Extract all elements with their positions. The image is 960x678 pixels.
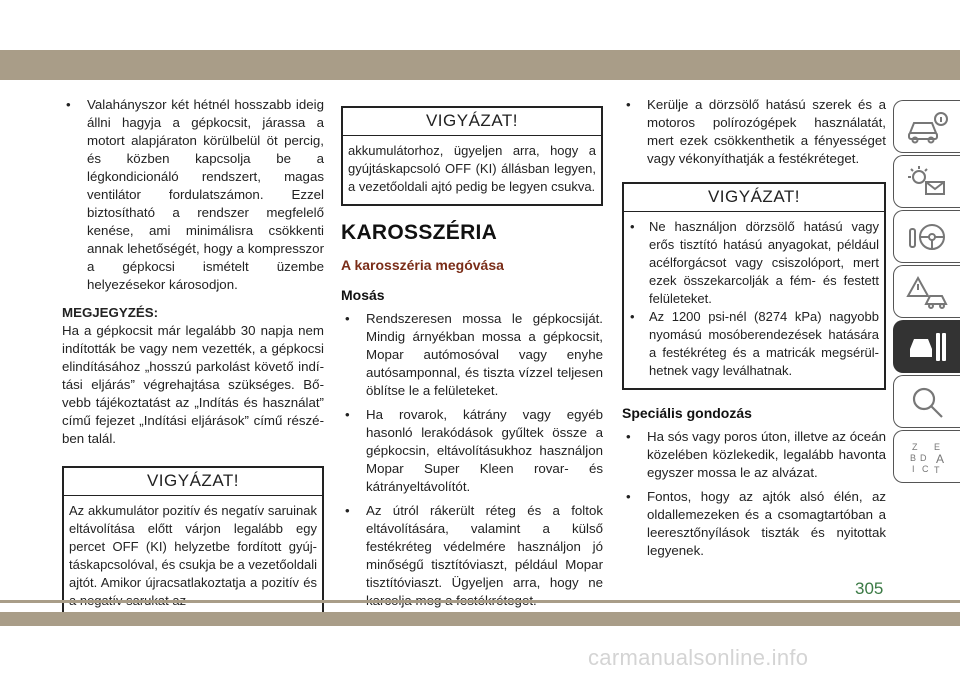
watermark: carmanualsonline.info — [588, 645, 809, 670]
list-item: • Kerülje a dörzsölő hatású szerek és a motoros polírozógépek használatát, mert ezek csökkenthetik a fényességet vagy vékonyíthatják a festékréteget. — [622, 96, 886, 168]
warning-body — [624, 212, 884, 388]
svg-text:T: T — [934, 464, 940, 475]
chapter-tabs — [893, 100, 960, 485]
svg-text:C: C — [922, 463, 929, 474]
warning-car-icon — [906, 274, 948, 310]
list-item: • Az útról rákerült réteg és a foltok eltávolítására, valamint a külső festékréteg védelmére használjon jó minőségű tisztítóviaszt, például Mopar tisztítóviaszt. Ügyeljen arra, hogy ne — [341, 502, 603, 610]
warning-title: VIGYÁZAT! — [64, 468, 322, 496]
column-2 — [341, 96, 603, 616]
footer-bar — [0, 612, 960, 626]
header-bar — [0, 50, 960, 80]
warning-text: akkumulátorhoz, ügyeljen arra, hogy a gyújtáskapcsoló OFF (KI) állásban legyen, a vezetőoldali ajtó pedig be legyen csukva. — [348, 143, 596, 194]
svg-text:D: D — [920, 452, 927, 463]
tab-search[interactable] — [893, 375, 960, 428]
list-item: • Rendszeresen mossa le gépkocsiját. Mindig árnyékban mossa a gépkocsit, Mopar autómosóval vagy enyhe autósamponnal, és tiszta vízzel teljesen öblítse le a felületeket. — [341, 310, 603, 400]
topic-heading: Speciális gondozás — [622, 405, 752, 421]
warning-list-item: • Ne használjon dörzsölő hatású vagy erős tisztító hatású anyagokat, például acélforgácsot vagy csiszolóport, mert ezek összekarcolják a fém- és festett felületeket. — [629, 218, 879, 308]
topic-heading: Mosás — [341, 287, 385, 303]
list-item: • Valahányszor két hétnél hosszabb ideig állni hagyja a gépkocsit, járassa a motort alapjáraton körülbelül öt percig, és közben kapcsolja be a légkondicionáló rendszert, magas ventilátor fordulatszámon. Ezzel biztosítható a rendszer megfelelő kenése, ami minimálisra csökkenti annak lehetőségét, hogy a kompresszor a gépkocsi ismételt üzembe helyezésekor károsodjon. — [62, 96, 324, 294]
warning-box — [62, 466, 324, 620]
column-3 — [622, 96, 886, 566]
svg-text:E: E — [934, 441, 941, 452]
warning-text: Az akkumulátor pozitív és negatív saruinak eltávolítása előtt várjon legalább egy percet OFF (KI) helyzetbe fordított gyújtáskapcsolóval, és csukja be a vezetőoldali ajtót. Amikor újracsatlakoztatja a pozitív és — [69, 503, 317, 590]
column-1 — [62, 96, 324, 620]
tab-emergency[interactable] — [893, 265, 960, 318]
list-item: • Ha sós vagy poros úton, illetve az óceán közelében közlekedik, legalább havonta egyszer mossa le az alvázat. — [622, 428, 886, 482]
warning-box — [622, 182, 886, 390]
warning-title: VIGYÁZAT! — [343, 108, 601, 136]
top-margin — [0, 0, 960, 50]
tab-car-info[interactable] — [893, 100, 960, 153]
svg-text:Z: Z — [912, 441, 918, 452]
footer-line — [0, 600, 960, 603]
page-number: 305 — [855, 579, 884, 598]
tab-steering[interactable] — [893, 210, 960, 263]
svg-text:A: A — [936, 451, 945, 466]
list-item: • Ha rovarok, kátrány vagy egyéb hasonló lerakódások gyűltek össze a gépkocsin, eltávolításukhoz használjon Mopar Super Kleen rovar- és kátrányeltávolítót. — [341, 406, 603, 496]
warning-title: VIGYÁZAT! — [624, 184, 884, 212]
svg-text:I: I — [912, 463, 915, 474]
steering-wheel-icon — [906, 219, 948, 255]
tab-maintenance[interactable] — [893, 320, 960, 373]
note-text: Ha a gépkocsit már legalább 30 napja nem indították be vagy nem vezették, a gépkocsi elindításához „hosszú parkolást követő indítási eljárás” végrehajtása szükséges. Bővebb tájékoztatást az „Indítás és használat” című fejezet „Indítási eljárások” című részében talál. — [62, 323, 324, 446]
svg-text:B: B — [910, 452, 917, 463]
warning-box — [341, 106, 603, 206]
tab-index[interactable] — [893, 430, 960, 483]
light-envelope-icon — [906, 164, 948, 200]
search-icon — [906, 384, 948, 420]
tab-lights-messages[interactable] — [893, 155, 960, 208]
alphabet-index-icon — [906, 439, 948, 475]
note-title: MEGJEGYZÉS: — [62, 305, 159, 320]
list-item: • Fontos, hogy az ajtók alsó élén, az oldallemezeken és a csomagtartóban a leeresztőnyílások tiszták és nyitottak legyenek. — [622, 488, 886, 560]
subsection-heading: A karosszéria megóvása — [341, 257, 504, 273]
car-info-icon — [906, 109, 948, 145]
warning-list-item: • Az 1200 psi-nél (8274 kPa) nagyobb nyomású mosóberendezések hatására a festékréteg és a matricák megsérülhetnek vagy leválhatnak. — [629, 308, 879, 380]
car-tools-icon — [906, 329, 948, 365]
section-heading: KAROSSZÉRIA — [341, 221, 498, 244]
